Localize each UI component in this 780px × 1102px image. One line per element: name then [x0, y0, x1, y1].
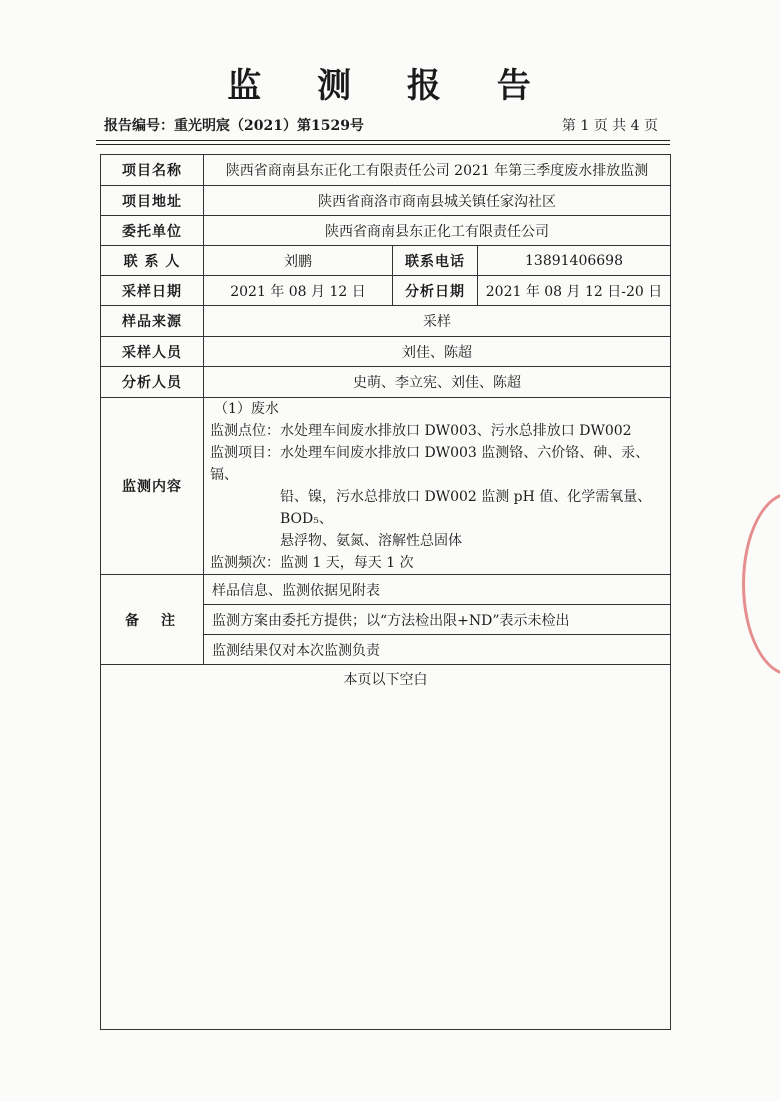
monitoring-label: 监测内容 — [101, 398, 204, 575]
header-rule-2 — [96, 144, 670, 145]
row-dates — [101, 276, 671, 306]
monitoring-content — [204, 398, 671, 575]
report-table — [100, 154, 671, 1030]
monitoring-items: 监测项目：水处理车间废水排放口 DW003 监测铬、六价铬、砷、汞、镉、 — [210, 445, 650, 483]
client-value: 陕西省商南县东正化工有限责任公司 — [204, 216, 671, 246]
header-rule-1 — [96, 140, 670, 141]
report-meta — [104, 115, 658, 137]
sample-source-value: 采样 — [204, 306, 671, 337]
samplers-value: 刘佳、陈超 — [204, 337, 671, 367]
document-title: 监 测 报 告 — [227, 66, 553, 106]
note-1: 样品信息、监测依据见附表 — [204, 575, 671, 605]
row-client — [101, 216, 671, 246]
row-samplers — [101, 337, 671, 367]
client-label: 委托单位 — [101, 216, 204, 246]
analysis-date-label: 分析日期 — [393, 276, 478, 306]
monitoring-items-cont2: 悬浮物、氨氮、溶解性总固体 — [280, 533, 462, 549]
sample-date-label: 采样日期 — [101, 276, 204, 306]
note-3: 监测结果仅对本次监测负责 — [204, 635, 671, 665]
monitoring-frequency: 监测频次：监测 1 天，每天 1 次 — [210, 555, 414, 571]
row-blank — [101, 665, 671, 1030]
analysts-value: 史萌、李立宪、刘佳、陈超 — [204, 367, 671, 398]
monitoring-points: 监测点位：水处理车间废水排放口 DW003、污水总排放口 DW002 — [210, 423, 632, 439]
red-seal-stamp — [742, 492, 780, 676]
contact-label: 联 系 人 — [101, 246, 204, 276]
note-2: 监测方案由委托方提供；以“方法检出限+ND”表示未检出 — [204, 605, 671, 635]
row-note-1 — [101, 575, 671, 605]
row-analysts — [101, 367, 671, 398]
row-project-address — [101, 186, 671, 216]
sample-source-label: 样品来源 — [101, 306, 204, 337]
row-contact — [101, 246, 671, 276]
project-name-value: 陕西省商南县东正化工有限责任公司 2021 年第三季度废水排放监测 — [204, 155, 671, 186]
project-address-value: 陕西省商洛市商南县城关镇任家沟社区 — [204, 186, 671, 216]
sample-date-value: 2021 年 08 月 12 日 — [204, 276, 393, 306]
monitoring-items-cont: 铅、镍，污水总排放口 DW002 监测 pH 值、化学需氧量、BOD₅、 — [280, 489, 652, 527]
row-sample-source — [101, 306, 671, 337]
page-info: 第 1 页 共 4 页 — [561, 118, 658, 134]
project-name-label: 项目名称 — [101, 155, 204, 186]
monitoring-type: （1）废水 — [214, 401, 279, 417]
row-project-name — [101, 155, 671, 186]
analysis-date-value: 2021 年 08 月 12 日-20 日 — [478, 276, 671, 306]
row-monitoring — [101, 398, 671, 575]
contact-value: 刘鹏 — [204, 246, 393, 276]
samplers-label: 采样人员 — [101, 337, 204, 367]
phone-value: 13891406698 — [478, 246, 671, 276]
project-address-label: 项目地址 — [101, 186, 204, 216]
phone-label: 联系电话 — [393, 246, 478, 276]
report-number: 报告编号：重光明宸（2021）第1529号 — [104, 118, 364, 134]
analysts-label: 分析人员 — [101, 367, 204, 398]
blank-remark: 本页以下空白 — [101, 665, 671, 1030]
notes-label: 备 注 — [101, 575, 204, 665]
